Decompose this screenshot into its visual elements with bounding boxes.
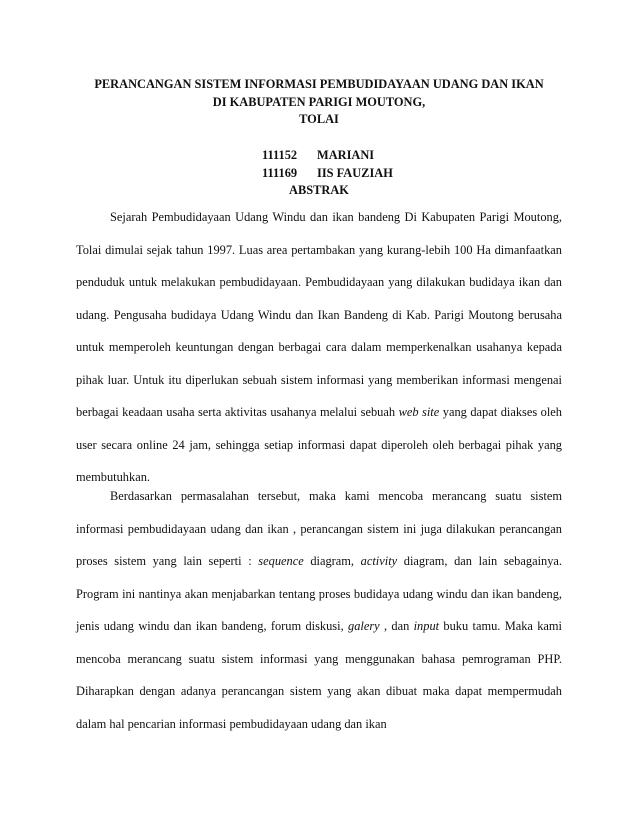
paragraph-line: membutuhkan. — [76, 470, 150, 484]
italic-term: input — [413, 619, 440, 633]
abstract-paragraph-2 — [76, 480, 562, 740]
paragraph-line: Sejarah Pembudidayaan Udang Windu dan ikan bandeng Di Kabupaten Parigi Moutong, — [110, 210, 562, 224]
author-nim: 111169 — [262, 165, 298, 180]
title-line-3: TOLAI — [299, 112, 339, 126]
text-segment: proses sistem yang lain seperti : — [76, 554, 259, 568]
paragraph-line — [76, 610, 562, 643]
text-segment: , dan — [379, 619, 414, 633]
paragraph-line: pihak luar. Untuk itu diperlukan sebuah sistem informasi yang memberikan informasi mengenai — [76, 372, 562, 387]
paragraph-line: penduduk untuk melakukan pembudidayaan. Pembudidayaan yang dilakukan budidaya ikan dan — [76, 275, 562, 289]
title-line-1: PERANCANGAN SISTEM INFORMASI PEMBUDIDAYAAN UDANG DAN IKAN — [94, 77, 544, 91]
author-nim: 111152 — [262, 148, 298, 162]
abstract-paragraph-1 — [76, 201, 562, 494]
paragraph-line: Diharapkan dengan adanya perancangan sistem yang akan dibuat maka dapat mempermudah — [76, 684, 562, 698]
paragraph-line: dalam hal pencarian informasi pembudidayaan udang dan ikan — [76, 716, 387, 731]
author-row — [262, 147, 393, 165]
paragraph-line: Berdasarkan permasalahan tersebut, maka kami mencoba merancang suatu sistem — [110, 489, 562, 503]
text-segment: diagram, — [303, 554, 361, 568]
italic-term: sequence — [258, 554, 304, 568]
italic-term: web site — [398, 405, 440, 419]
paragraph-line — [76, 396, 562, 429]
paragraph-line: untuk memperoleh keuntungan dengan berbagai cara dalam memperkenalkan usahanya kepada — [76, 340, 562, 354]
italic-term: activity — [360, 554, 398, 568]
paragraph-line: informasi pembudidayaan udang dan ikan , perancangan sistem ini juga dilakukan perancangan — [76, 521, 562, 536]
title-line-2: DI KABUPATEN PARIGI MOUTONG, — [212, 94, 426, 109]
paragraph-line: Tolai dimulai sejak tahun 1997. Luas area pertambakan yang kurang-lebih 100 Ha dimanfaatkan — [76, 242, 562, 257]
author-name: MARIANI — [317, 148, 375, 162]
author-list — [262, 147, 393, 182]
paragraph-line: mencoba merancang suatu sistem informasi yang menggunakan bahasa pemrograman PHP. — [76, 651, 562, 666]
paragraph-line: Program ini nantinya akan menjabarkan tentang proses budidaya udang windu dan ikan bandeng, — [76, 586, 562, 601]
text-segment: berbagai keadaan usaha serta aktivitas usahanya melalui sebuah — [76, 405, 399, 419]
paragraph-line: user secara online 24 jam, sehingga setiap informasi dapat diperoleh oleh berbagai pihak yang — [76, 437, 562, 452]
paper-title — [60, 76, 578, 129]
author-name: IIS FAUZIAH — [317, 165, 393, 180]
text-segment: diagram, dan lain sebagainya. — [397, 554, 562, 568]
italic-term: galery — [348, 619, 380, 633]
author-row — [262, 165, 393, 183]
paragraph-line — [76, 545, 562, 578]
text-segment: buku tamu. Maka kami — [439, 619, 563, 633]
text-segment: jenis udang windu dan ikan bandeng, forum diskusi, — [76, 619, 348, 633]
paragraph-line: udang. Pengusaha budidaya Udang Windu dan Ikan Bandeng di Kab. Parigi Moutong berusaha — [76, 307, 562, 322]
text-segment: yang dapat diakses oleh — [439, 405, 563, 419]
abstract-heading: ABSTRAK — [289, 183, 349, 197]
